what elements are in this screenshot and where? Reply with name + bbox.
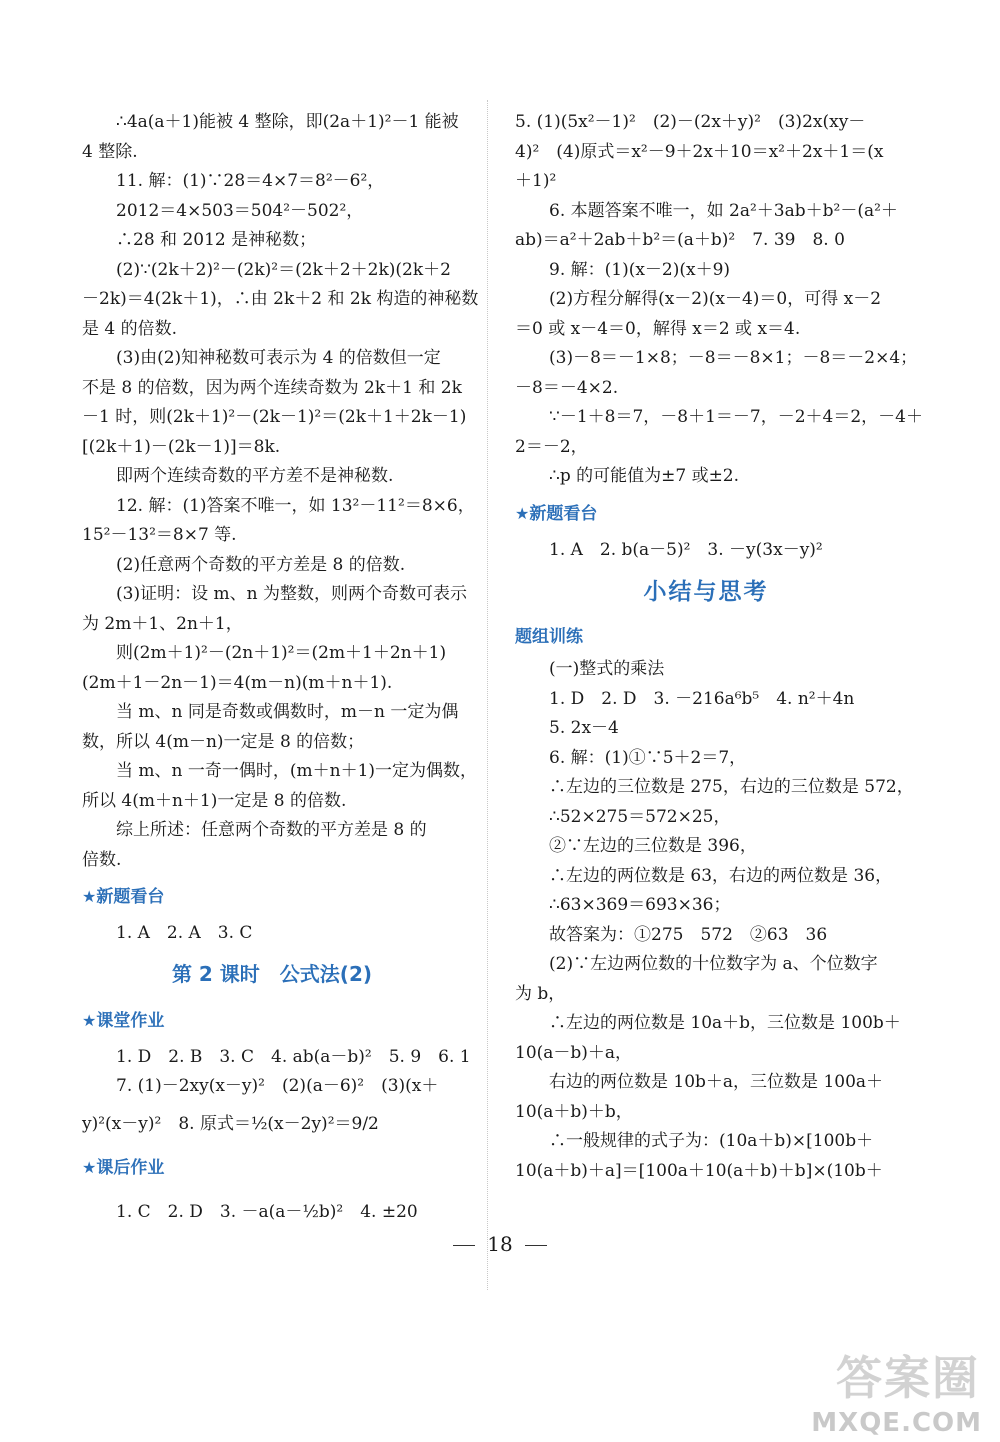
answer-line: 故答案为：①275 572 ②63 36	[549, 924, 828, 945]
answer-line: ab)＝a²＋2ab＋b²＝(a＋b)² 7. 39 8. 0	[515, 230, 845, 250]
watermark-site: MXQE.COM	[811, 1408, 982, 1438]
answer-line: 10(a＋b)＋b，	[515, 1101, 633, 1122]
star-icon: ★	[82, 887, 97, 906]
new-problems-answers-right: 1. A 2. b(a－5)² 3. －y(3x－y)²	[549, 539, 823, 560]
right-answer-lines-bottom	[515, 655, 914, 1186]
page-number-dash-left	[453, 1245, 475, 1246]
answer-line: (2)∵左边两位数的十位数字为 a、个位数字	[549, 954, 878, 974]
answer-line: 4 整除.	[82, 141, 138, 162]
answer-line: ∴p 的可能值为±7 或±2.	[549, 466, 740, 486]
page-number-dash-right	[525, 1245, 547, 1246]
answer-line: 倍数.	[82, 849, 122, 870]
classwork-line: 7. (1)－2xy(x－y)² (2)(a－6)² (3)(x＋	[116, 1076, 439, 1096]
column-divider	[487, 100, 488, 1290]
star-icon: ★	[82, 1010, 97, 1030]
answer-line: ②∵左边的三位数是 396，	[549, 836, 757, 856]
answer-line: (2)任意两个奇数的平方差是 8 的倍数.	[116, 554, 406, 575]
answer-line: 5. (1)(5x²－1)² (2)－(2x＋y)² (3)2x(xy－	[515, 112, 866, 132]
classwork-line: y)²(x－y)² 8. 原式＝½(x－2y)²＝9/2	[82, 1113, 379, 1134]
answer-line: 不是 8 的倍数，因为两个连续奇数为 2k＋1 和 2k	[82, 377, 462, 398]
answer-line: 所以 4(m＋n＋1)一定是 8 的倍数.	[82, 790, 347, 811]
right-answer-lines-top	[515, 108, 923, 492]
answer-line: (3)－8＝－1×8；－8＝－8×1；－8＝－2×4；	[549, 348, 918, 368]
answer-line: ∴28 和 2012 是神秘数；	[116, 230, 317, 250]
answer-line: 是 4 的倍数.	[82, 318, 178, 339]
answer-line: ＝0 或 x－4＝0，解得 x＝2 或 x＝4.	[515, 318, 801, 339]
answer-line: 当 m、n 同是奇数或偶数时，m－n 一定为偶	[116, 702, 459, 722]
answer-line: 2012＝4×503＝504²－502²，	[116, 200, 364, 221]
new-problems-answers-left: 1. A 2. A 3. C	[116, 923, 253, 943]
chapter-summary-title: 小结与思考	[643, 579, 769, 605]
answer-line: ∴左边的两位数是 63，右边的两位数是 36，	[549, 865, 893, 886]
answer-line: ∵－1＋8＝7，－8＋1＝－7，－2＋4＝2，－4＋	[549, 407, 923, 427]
answer-line: ＋1)²	[515, 171, 557, 191]
answer-line: (2m＋1－2n－1)＝4(m－n)(m＋n＋1).	[82, 672, 393, 693]
answer-line: 4)² (4)原式＝x²－9＋2x＋10＝x²＋2x＋1＝(x	[515, 141, 884, 162]
answer-line: ∴左边的两位数是 10a＋b，三位数是 100b＋	[549, 1013, 901, 1033]
answer-line: 5. 2x－4	[549, 718, 619, 738]
answer-line: 6. 本题答案不唯一，如 2a²＋3ab＋b²－(a²＋	[549, 200, 898, 221]
section-heading-homework: ★课后作业	[82, 1157, 165, 1178]
section-heading-new-problems-right: ★新题看台	[515, 503, 598, 524]
answer-line: (2)方程分解得(x－2)(x－4)＝0，可得 x－2	[549, 289, 882, 309]
answer-line: 10(a－b)＋a，	[515, 1042, 633, 1063]
right-column	[515, 108, 923, 1186]
section-heading-classwork: ★课堂作业	[82, 1010, 165, 1031]
answer-line: ∴左边的三位数是 275，右边的三位数是 572，	[549, 777, 914, 797]
answer-line: －8＝－4×2.	[515, 377, 619, 398]
watermark-logo: 答案圈	[836, 1351, 980, 1405]
answer-line: －1 时，则(2k＋1)²－(2k－1)²＝(2k＋1＋2k－1)	[82, 407, 467, 427]
answer-line: 11. 解：(1)∵28＝4×7＝8²－6²，	[116, 171, 385, 191]
homework-answers: 1. C 2. D 3. －a(a－½b)² 4. ±20	[116, 1201, 418, 1222]
answer-line: 即两个连续奇数的平方差不是神秘数.	[116, 466, 394, 486]
star-icon: ★	[515, 503, 530, 523]
answer-line: ∴63×369＝693×36；	[549, 895, 731, 915]
answer-line: 右边的两位数是 10b＋a，三位数是 100a＋	[549, 1072, 884, 1092]
star-icon: ★	[82, 1157, 97, 1177]
answer-line: 为 2m＋1、2n＋1，	[82, 613, 243, 634]
answer-line: (3)由(2)知神秘数可表示为 4 的倍数但一定	[116, 348, 441, 368]
section-heading-new-problems-left: ★新题看台	[82, 887, 165, 907]
answer-line: 综上所述：任意两个奇数的平方差是 8 的	[116, 820, 427, 840]
page-number: 18	[0, 1232, 1000, 1256]
section-heading-practice-groups: 题组训练	[515, 627, 583, 647]
lesson-title: 第 2 课时 公式法(2)	[171, 961, 373, 986]
answer-line: ∴4a(a＋1)能被 4 整除，即(2a＋1)²－1 能被	[116, 112, 459, 132]
answer-line: －2k)＝4(2k＋1)，∴由 2k＋2 和 2k 构造的神秘数	[82, 289, 479, 309]
answer-line: 9. 解：(1)(x－2)(x＋9)	[549, 259, 731, 280]
answer-line: 1. D 2. D 3. －216a⁶b⁵ 4. n²＋4n	[549, 688, 855, 709]
left-column	[82, 108, 479, 1234]
answer-line: 为 b，	[515, 983, 566, 1004]
answer-line: 15²－13²＝8×7 等.	[82, 525, 237, 545]
answer-line: ∴52×275＝572×25，	[549, 806, 731, 827]
classwork-line: 1. D 2. B 3. C 4. ab(a－b)² 5. 9 6. 1	[116, 1046, 471, 1067]
answer-line: 2＝－2，	[515, 436, 588, 457]
left-answer-lines	[82, 108, 479, 875]
answer-line: ∴一般规律的式子为：(10a＋b)×[100b＋	[549, 1131, 874, 1151]
answer-line: 则(2m＋1)²－(2n＋1)²＝(2m＋1＋2n＋1)	[116, 643, 447, 663]
answer-line: 12. 解：(1)答案不唯一，如 13²－11²＝8×6，	[116, 495, 475, 516]
answer-line: 6. 解：(1)①∵5＋2＝7，	[549, 747, 747, 768]
answer-line: [(2k＋1)－(2k－1)]＝8k.	[82, 436, 281, 457]
answer-line: 数，所以 4(m－n)一定是 8 的倍数；	[82, 731, 365, 752]
answer-line: 10(a＋b)＋a]＝[100a＋10(a＋b)＋b]×(10b＋	[515, 1160, 883, 1181]
answer-line: 当 m、n 一奇一偶时，(m＋n＋1)一定为偶数，	[116, 761, 478, 781]
answer-line: (2)∵(2k＋2)²－(2k)²＝(2k＋2＋2k)(2k＋2	[116, 259, 451, 280]
answer-line: (一)整式的乘法	[549, 659, 665, 679]
answer-line: (3)证明：设 m、n 为整数，则两个奇数可表示	[116, 584, 467, 604]
